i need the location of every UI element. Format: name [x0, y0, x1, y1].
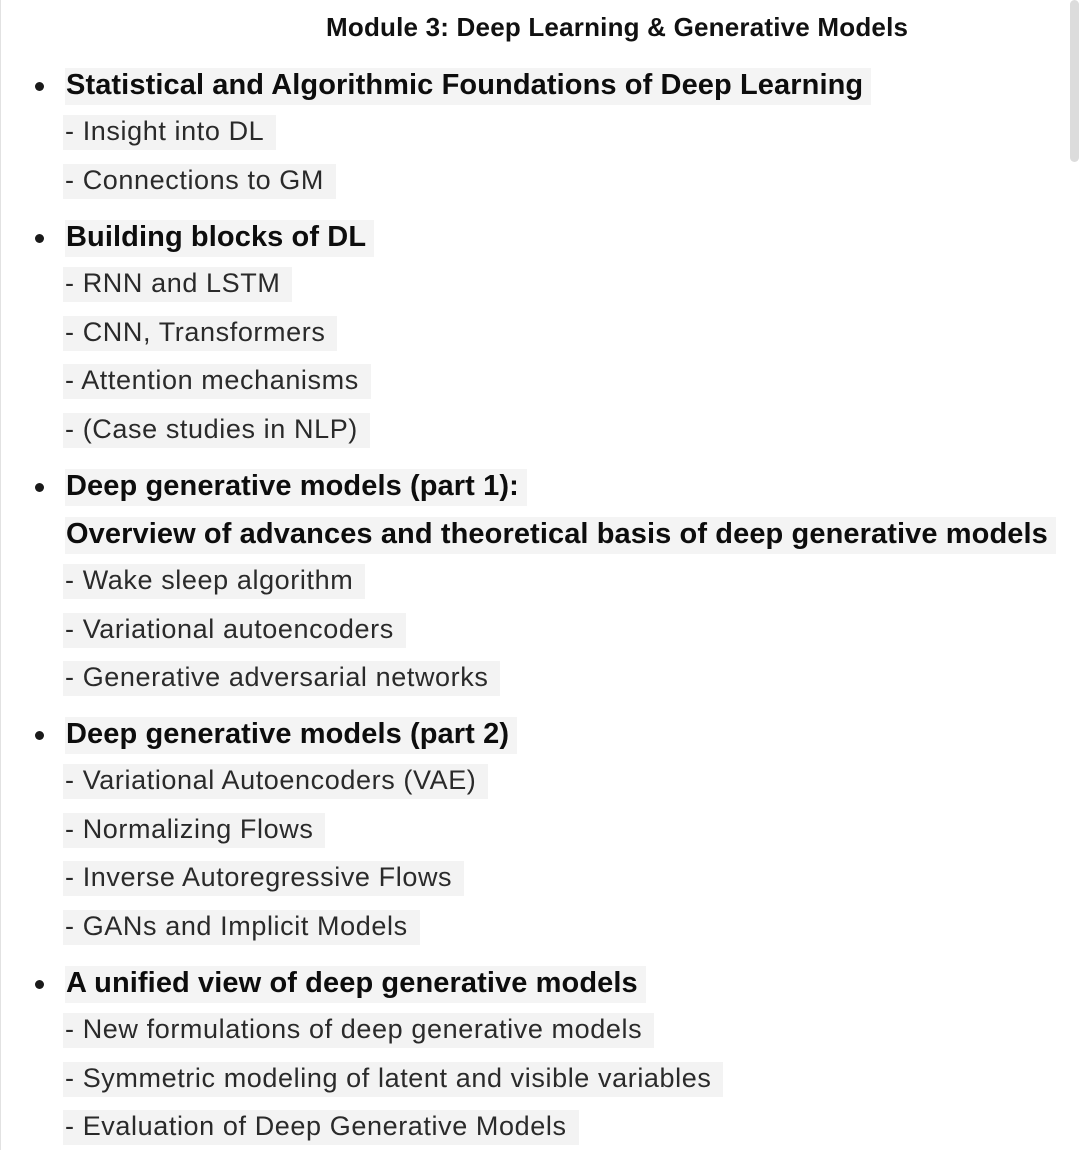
- section-subheading-row: [1, 510, 1071, 558]
- section-heading: Building blocks of DL: [65, 220, 374, 257]
- section-unified-view: [1, 959, 1071, 1150]
- list-item-text: - Attention mechanisms: [63, 364, 371, 399]
- list-item-text: - New formulations of deep generative models: [63, 1013, 654, 1048]
- list-item: [1, 109, 1071, 158]
- bullet-icon: [35, 980, 44, 989]
- bullet-icon: [35, 82, 44, 91]
- section-heading: A unified view of deep generative models: [65, 966, 646, 1003]
- section-generative-part2: [1, 710, 1071, 952]
- list-item: [1, 558, 1071, 607]
- list-item-text: - Symmetric modeling of latent and visible variables: [63, 1062, 723, 1097]
- section-heading-row: [1, 959, 1071, 1007]
- section-generative-part1: [1, 462, 1071, 704]
- list-item: [1, 807, 1071, 856]
- section-heading-row: [1, 710, 1071, 758]
- list-item-text: - Variational Autoencoders (VAE): [63, 764, 488, 799]
- section-building-blocks: [1, 213, 1071, 455]
- list-item: [1, 407, 1071, 456]
- section-foundations: [1, 61, 1071, 206]
- section-subheading: Overview of advances and theoretical basis of deep generative models: [65, 517, 1056, 554]
- section-heading-row: [1, 61, 1071, 109]
- list-item-text: - CNN, Transformers: [63, 316, 337, 351]
- list-item: [1, 1007, 1071, 1056]
- section-heading: Deep generative models (part 2): [65, 717, 517, 754]
- list-item-text: - RNN and LSTM: [63, 267, 292, 302]
- section-heading-row: [1, 213, 1071, 261]
- section-heading: Deep generative models (part 1):: [65, 469, 527, 506]
- list-item: [1, 358, 1071, 407]
- bullet-icon: [35, 234, 44, 243]
- list-item-text: - (Case studies in NLP): [63, 413, 370, 448]
- list-item: [1, 310, 1071, 359]
- scrollbar-thumb[interactable]: [1070, 0, 1079, 162]
- list-item: [1, 261, 1071, 310]
- section-heading: Statistical and Algorithmic Foundations of Deep Learning: [65, 68, 871, 105]
- list-item: [1, 1104, 1071, 1150]
- list-item: [1, 655, 1071, 704]
- bullet-icon: [35, 483, 44, 492]
- vertical-scrollbar[interactable]: [1068, 0, 1080, 170]
- section-heading-row: [1, 462, 1071, 510]
- list-item: [1, 158, 1071, 207]
- page-title: Module 3: Deep Learning & Generative Models: [326, 12, 909, 42]
- bullet-icon: [35, 731, 44, 740]
- list-item: [1, 1056, 1071, 1105]
- list-item-text: - Inverse Autoregressive Flows: [63, 861, 464, 896]
- list-item-text: - Wake sleep algorithm: [63, 564, 365, 599]
- list-item: [1, 607, 1071, 656]
- list-item: [1, 855, 1071, 904]
- list-item-text: - Generative adversarial networks: [63, 661, 500, 696]
- list-item-text: - Evaluation of Deep Generative Models: [63, 1110, 579, 1145]
- list-item-text: - Normalizing Flows: [63, 813, 325, 848]
- list-item-text: - GANs and Implicit Models: [63, 910, 420, 945]
- list-item: [1, 758, 1071, 807]
- list-item-text: - Insight into DL: [63, 115, 276, 150]
- list-item-text: - Variational autoencoders: [63, 613, 406, 648]
- list-item: [1, 904, 1071, 953]
- list-item-text: - Connections to GM: [63, 164, 336, 199]
